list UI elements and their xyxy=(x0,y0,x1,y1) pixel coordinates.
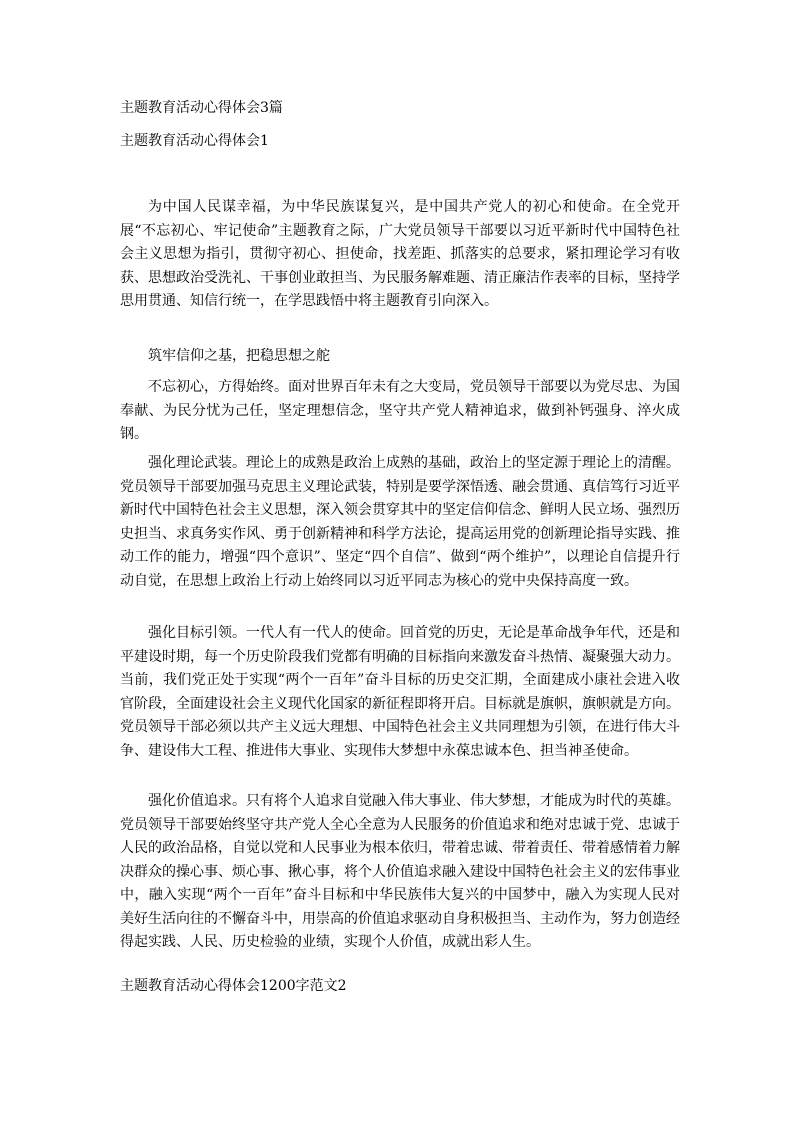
subheading-faith: 筑牢信仰之基，把稳思想之舵 xyxy=(148,348,330,364)
paragraph-theory: 强化理论武装。理论上的成熟是政治上成熟的基础，政治上的坚定源于理论上的清醒。党员领导干部要加强马克思主义理论武装，特别是要学深悟透、融会贯通、真信笃行习近平新时代中国特色社会主义思想，深入领会贯穿其中的坚定信仰信念、鲜明人民立场、强烈历史担当、求真务实作风、勇于创新精神和科学方法论，提高运用党的创新理论指导实践、推动工作的能力，增强“四个意识”、坚定“四个自信”、做到“两个维护”，以理论自信提升行动自觉，在思想上政治上行动上始终同以习近平同志为核心的党中央保持高度一致。 xyxy=(120,455,680,589)
paragraph-goal: 强化目标引领。一代人有一代人的使命。回首党的历史，无论是革命战争年代，还是和平建设时期，每一个历史阶段我们党都有明确的目标指向来激发奋斗热情、凝聚强大动力。当前，我们党正处于实现“两个一百年”奋斗目标的历史交汇期，全面建成小康社会进入收官阶段，全面建设社会主义现代化国家的新征程即将开启。目标就是旗帜，旗帜就是方向。党员领导干部必须以共产主义远大理想、中国特色社会主义共同理想为引领，在进行伟大斗争、建设伟大工程、推进伟大事业、实现伟大梦想中永葆忠诚本色、担当神圣使命。 xyxy=(120,625,680,759)
paragraph-intro: 为中国人民谋幸福，为中华民族谋复兴，是中国共产党人的初心和使命。在全党开展“不忘初心、牢记使命”主题教育之际，广大党员领导干部要以习近平新时代中国特色社会主义思想为指引，贯彻守初心、担使命，找差距、抓落实的总要求，紧扣理论学习有收获、思想政治受洗礼、干事创业敢担当、为民服务解难题、清正廉洁作表率的目标，坚持学思用贯通、知信行统一，在学思践悟中将主题教育引向深入。 xyxy=(120,199,680,309)
paragraph-original-aspiration: 不忘初心，方得始终。面对世界百年未有之大变局，党员领导干部要以为党尽忠、为国奉献、为民分忧为己任，坚定理想信念，坚守共产党人精神追求，做到补钙强身、淬火成钢。 xyxy=(120,379,680,442)
paragraph-values: 强化价值追求。只有将个人追求自觉融入伟大事业、伟大梦想，才能成为时代的英雄。党员领导干部要始终坚守共产党人全心全意为人民服务的价值追求和绝对忠诚于党、忠诚于人民的政治品格，自觉以党和人民事业为根本依归，带着忠诚、带着责任、带着感情着力解决群众的操心事、烦心事、揪心事，将个人价值追求融入建设中国特色社会主义的宏伟事业中，融入实现“两个一百年”奋斗目标和中华民族伟大复兴的中国梦中，融入为实现人民对美好生活向往的不懈奋斗中，用崇高的价值追求驱动自身积极担当、主动作为，努力创造经得起实践、人民、历史检验的业绩，实现个人价值，成就出彩人生。 xyxy=(120,793,680,950)
section-2-heading: 主题教育活动心得体会1200字范文2 xyxy=(120,978,347,994)
section-1-heading: 主题教育活动心得体会1 xyxy=(120,133,269,149)
document-title: 主题教育活动心得体会3篇 xyxy=(120,100,283,116)
